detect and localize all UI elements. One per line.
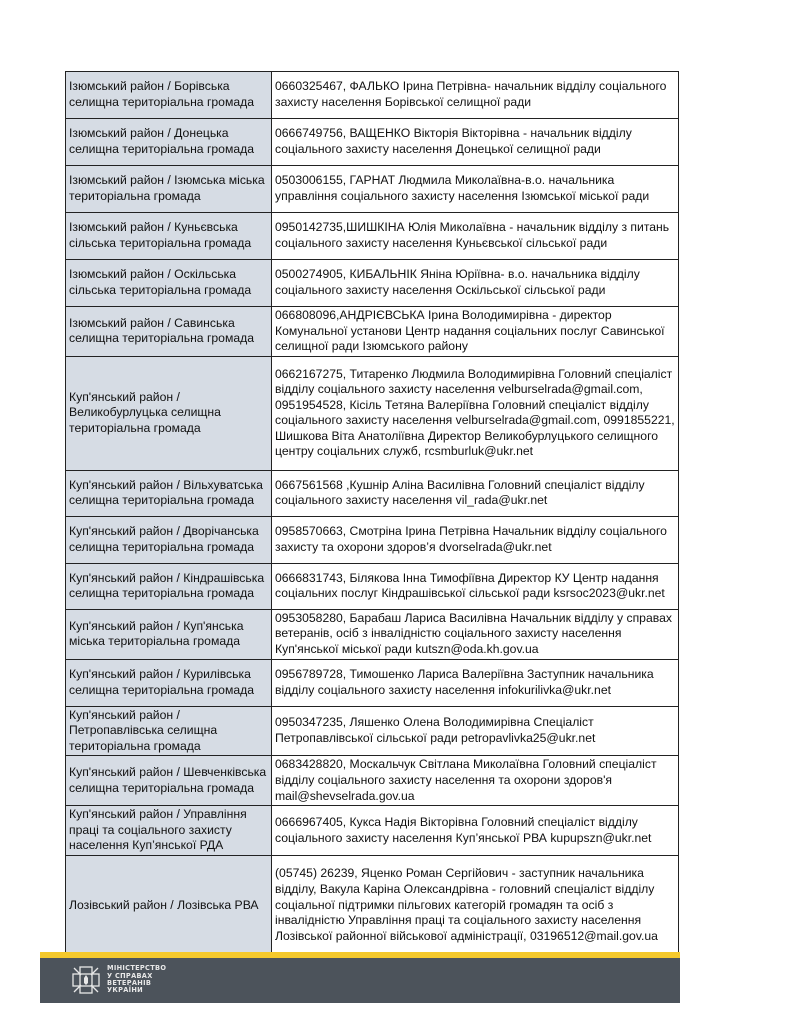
page-footer xyxy=(40,952,680,1003)
area-cell: Куп'янський район / Вільхуватська селищна територіальна громада xyxy=(66,470,272,516)
ministry-emblem-icon xyxy=(69,965,103,995)
ministry-name xyxy=(107,965,166,994)
area-cell: Куп'янський район / Управління праці та соціального захисту населення Куп’янської РДА xyxy=(66,806,272,856)
contact-cell: 0953058280, Барабаш Лариса Василівна Начальник відділу у справах ветеранів, осіб з інвалідністю соціального захисту населення Куп'янської міської ради kutszn@oda.kh.gov.ua xyxy=(272,609,679,659)
area-cell: Куп'янський район / Кіндрашівська селищна територіальна громада xyxy=(66,563,272,609)
table-row xyxy=(66,706,679,756)
contact-cell: 0666831743, Білякова Інна Тимофіївна Директор КУ Центр надання соціальних послуг Кіндрашівської сільської ради ksrsoc2023@ukr.net xyxy=(272,563,679,609)
contact-cell: (05745) 26239, Яценко Роман Сергійович - заступник начальника відділу, Вакула Каріна Олександрівна - головний спеціаліст відділу соціальної підтримки пільгових категорій громадян та осіб з інвалідністю Управління праці та соціального захисту населення Лозівської районної військової адміністрації, 03196512@mail.gov.ua xyxy=(272,855,679,955)
table-row xyxy=(66,806,679,856)
contact-cell: 0662167275, Титаренко Людмила Володимирівна Головний спеціаліст відділу соціального захисту населення velburselrada@gmail.com, 0951954528, Кісіль Тетяна Валеріївна Головний спеціаліст відділу соціального захисту населення velburselrada@gmail.com, 0991855221, Шишкова Віта Анатоліївна Директор Великобурлуцького селищного центру соціальних служб, rcsmburluk@ukr.net xyxy=(272,356,679,470)
table-row xyxy=(66,516,679,563)
contact-cell: 066808096,АНДРІЄВСЬКА Ірина Володимирівна - директор Комунальної установи Центр надання соціальних послуг Савинської селищної ради Ізюмського району xyxy=(272,307,679,357)
table-row xyxy=(66,356,679,470)
contact-cell: 0500274905, КИБАЛЬНІК Яніна Юріївна- в.о. начальника відділу соціального захисту населення Оскільської сільської ради xyxy=(272,260,679,307)
area-cell: Ізюмський район / Ізюмська міська територіальна громада xyxy=(66,166,272,213)
table-row xyxy=(66,213,679,260)
table-row xyxy=(66,563,679,609)
ministry-name-line: МІНІСТЕРСТВО xyxy=(107,964,167,973)
area-cell: Ізюмський район / Куньєвська сільська територіальна громада xyxy=(66,213,272,260)
area-cell: Ізюмський район / Савинська селищна територіальна громада xyxy=(66,307,272,357)
ministry-name-line: У СПРАВАХ xyxy=(107,971,153,980)
table-row xyxy=(66,609,679,659)
ministry-name-line: ВЕТЕРАНІВ xyxy=(107,979,152,987)
contact-cell: 0950142735,ШИШКІНА Юлія Миколаївна - начальник відділу з питань соціального захисту населення Куньєвської сільської ради xyxy=(272,213,679,260)
area-cell: Лозівський район / Лозівська РВА xyxy=(66,855,272,955)
table-row xyxy=(66,119,679,166)
table-row xyxy=(66,72,679,119)
contact-cell: 0956789728, Тимошенко Лариса Валеріївна Заступник начальника відділу соціального захисту населення infokurilivka@ukr.net xyxy=(272,659,679,706)
area-cell: Куп'янський район / Петропавлівська селищна територіальна громада xyxy=(66,706,272,756)
area-cell: Ізюмський район / Оскільська сільська територіальна громада xyxy=(66,260,272,307)
footer-band xyxy=(40,958,680,1003)
table-row xyxy=(66,470,679,516)
table-row xyxy=(66,659,679,706)
contact-cell: 0666967405, Кукса Надія Вікторівна Головний спеціаліст відділу соціального захисту населення Куп’янської РВА kupupszn@ukr.net xyxy=(272,806,679,856)
area-cell: Куп'янський район / Курилівська селищна територіальна громада xyxy=(66,659,272,706)
area-cell: Куп'янський район / Шевченківська селищна територіальна громада xyxy=(66,756,272,806)
contact-cell: 0503006155, ГАРНАТ Людмила Миколаївна-в.о. начальника управління соціального захисту населення Ізюмської міської ради xyxy=(272,166,679,213)
area-cell: Куп'янський район / Дворічанська селищна територіальна громада xyxy=(66,516,272,563)
table-row xyxy=(66,260,679,307)
area-cell: Ізюмський район / Борівська селищна територіальна громада xyxy=(66,72,272,119)
contact-cell: 0958570663, Смотріна Ірина Петрівна Начальник відділу соціального захисту та охорони здоров’я dvorselrada@ukr.net xyxy=(272,516,679,563)
table-row xyxy=(66,855,679,955)
table-row xyxy=(66,756,679,806)
area-cell: Куп'янський район / Великобурлуцька селищна територіальна громада xyxy=(66,356,272,470)
table-row xyxy=(66,307,679,357)
contact-cell: 0683428820, Москальчук Світлана Миколаївна Головний спеціаліст відділу соціального захисту населення та охорони здоров'я mail@shevselrada.gov.ua xyxy=(272,756,679,806)
table-row xyxy=(66,166,679,213)
contact-cell: 0950347235, Ляшенко Олена Володимирівна Спеціаліст Петропавлівської сільської ради petropavlivka25@ukr.net xyxy=(272,706,679,756)
contact-cell: 0660325467, ФАЛЬКО Ірина Петрівна- начальник відділу соціального захисту населення Борівської селищної ради xyxy=(272,72,679,119)
contacts-table xyxy=(65,71,679,956)
contact-cell: 0667561568 ,Кушнір Аліна Василівна Головний спеціаліст відділу соціального захисту населення vil_rada@ukr.net xyxy=(272,470,679,516)
ministry-logo xyxy=(69,965,166,995)
area-cell: Ізюмський район / Донецька селищна територіальна громада xyxy=(66,119,272,166)
ministry-name-line: УКРАЇНИ xyxy=(107,986,143,995)
area-cell: Куп'янський район / Куп'янська міська територіальна громада xyxy=(66,609,272,659)
contact-cell: 0666749756, ВАЩЕНКО Вікторія Вікторівна - начальник відділу соціального захисту населення Донецької селищної ради xyxy=(272,119,679,166)
